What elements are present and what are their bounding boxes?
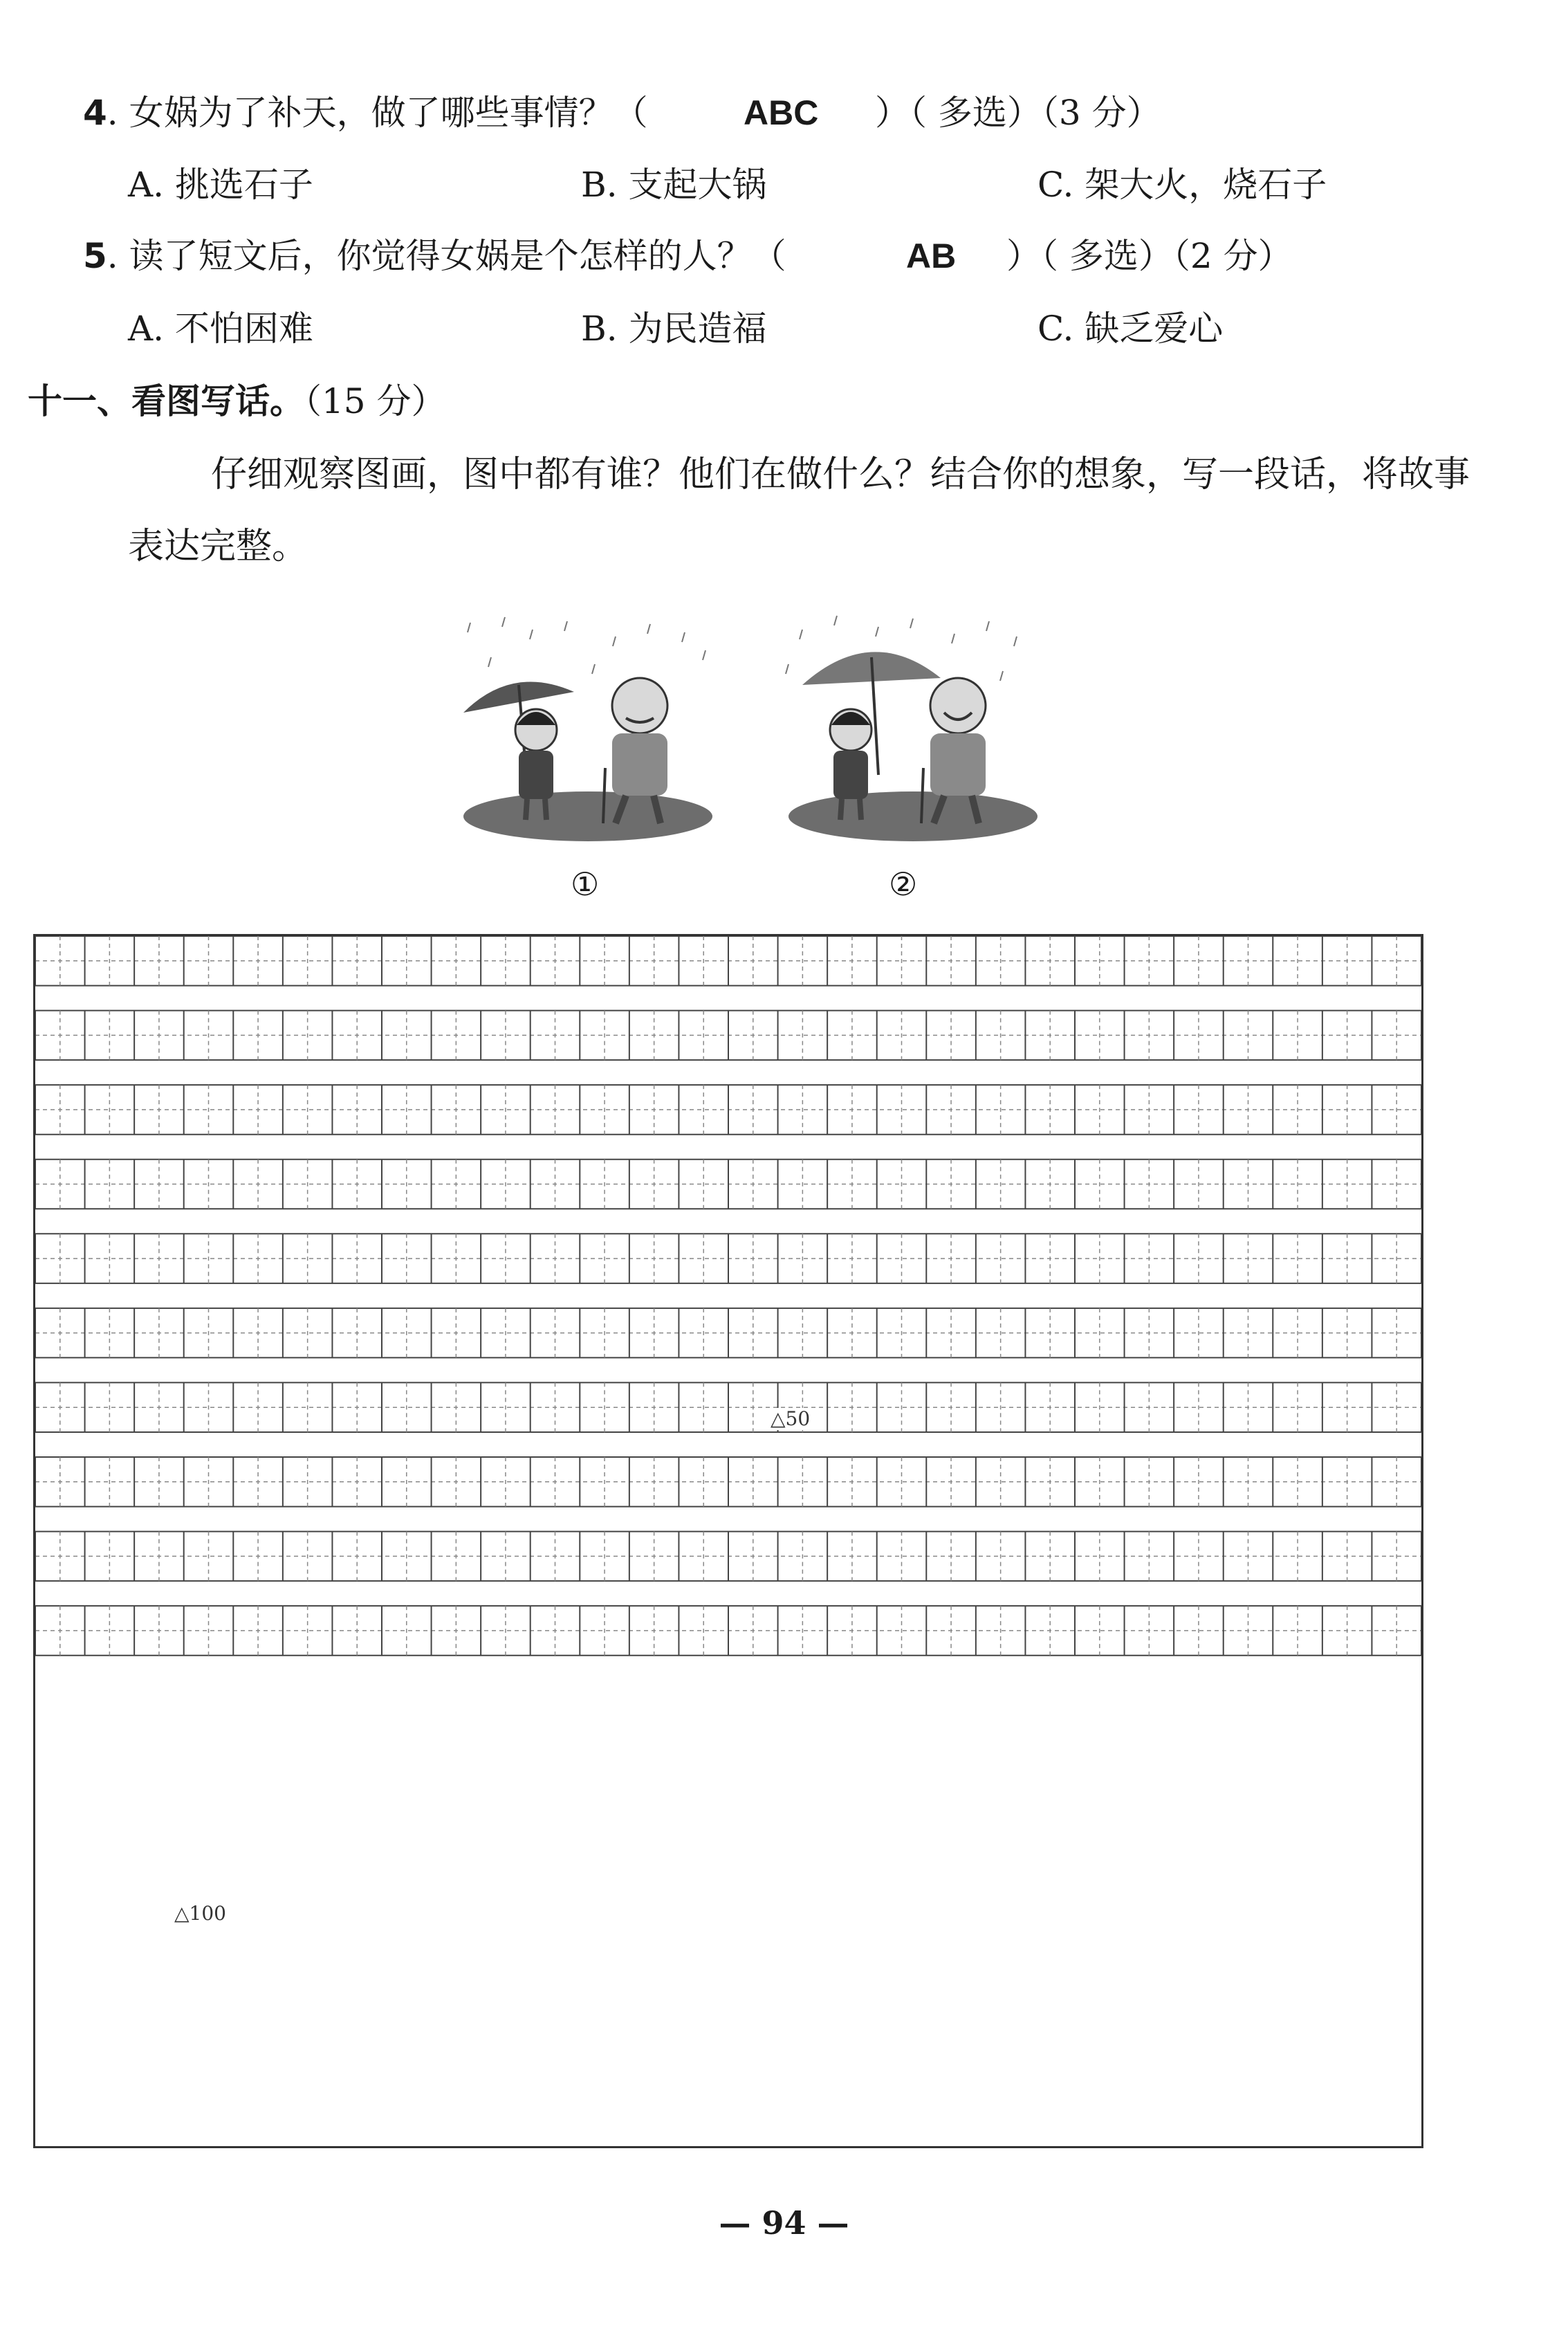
answer-q4: ABC bbox=[744, 93, 819, 132]
question-5 bbox=[83, 235, 786, 277]
option-c: C. 架大火，烧石子 bbox=[1037, 165, 1327, 205]
marker-100: △100 bbox=[174, 1902, 226, 1925]
section-heading bbox=[28, 381, 446, 422]
section-title: 十一、看图写话。 bbox=[28, 381, 304, 421]
question-number: 4 bbox=[83, 93, 107, 133]
option-c: C. 缺乏爱心 bbox=[1037, 309, 1224, 349]
picture-2-label: ② bbox=[889, 866, 918, 903]
marker-50: △50 bbox=[771, 1407, 811, 1430]
option-b: B. 支起大锅 bbox=[581, 165, 767, 205]
option-b: B. 为民造福 bbox=[581, 309, 767, 349]
page-number: — 94 — bbox=[719, 2204, 849, 2242]
picture-1 bbox=[450, 609, 726, 858]
option-a: A. 不怕困难 bbox=[128, 309, 313, 349]
question-text: . 读了短文后，你觉得女娲是个怎样的人？（ bbox=[107, 236, 786, 276]
writing-grid bbox=[33, 934, 1423, 2148]
question-number: 5 bbox=[83, 236, 107, 276]
grid-lines bbox=[35, 936, 1421, 2146]
option-a: A. 挑选石子 bbox=[128, 165, 313, 205]
answer-q5: AB bbox=[906, 237, 957, 275]
question-4 bbox=[83, 92, 648, 134]
writing-prompt: 仔细观察图画，图中都有谁？他们在做什么？结合你的想象，写一段话，将故事表达完整。 bbox=[128, 454, 1470, 567]
picture-1-label: ① bbox=[571, 866, 600, 903]
picture-2 bbox=[775, 609, 1051, 858]
question-text: . 女娲为了补天，做了哪些事情？（ bbox=[107, 93, 648, 133]
question-suffix: ）（ 多选）（3 分） bbox=[875, 93, 1161, 133]
question-suffix: ）（ 多选）（2 分） bbox=[1006, 236, 1293, 276]
section-score: （15 分） bbox=[304, 381, 446, 421]
